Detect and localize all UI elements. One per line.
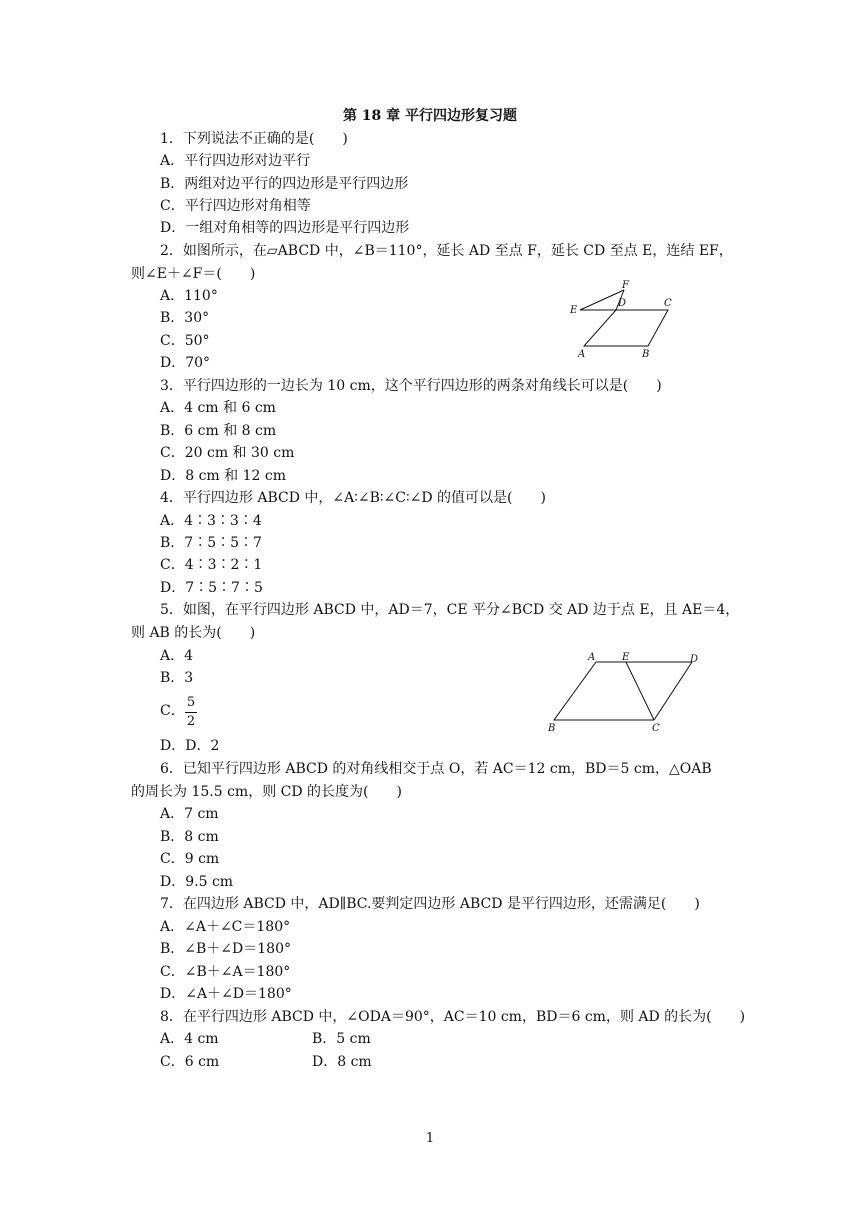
- question-3-option-a: A．4 cm 和 6 cm: [160, 400, 276, 416]
- question-4-option-c: C．4∶3∶2∶1: [160, 557, 263, 573]
- question-2-option-d: D．70°: [160, 355, 211, 371]
- label-b: B: [548, 723, 556, 734]
- question-6-option-d: D．9.5 cm: [160, 874, 234, 890]
- question-6-option-a: A．7 cm: [160, 806, 219, 822]
- question-8-option-d: D．8 cm: [312, 1054, 372, 1070]
- label-d: D: [618, 298, 627, 309]
- fraction-numerator: 5: [186, 695, 196, 710]
- label-c: C: [664, 298, 672, 309]
- question-8-option-a: A．4 cm: [160, 1031, 219, 1047]
- question-3-option-c: C．20 cm 和 30 cm: [160, 445, 295, 461]
- question-5-figure: [540, 648, 710, 738]
- question-2-option-c: C．50°: [160, 333, 210, 349]
- label-a: A: [588, 652, 596, 663]
- question-2-option-a: A．110°: [160, 288, 218, 304]
- question-5-option-a: A．4: [160, 648, 194, 664]
- question-5-option-d: D．D．2: [160, 738, 220, 754]
- segment-ec: [626, 662, 654, 720]
- label-d: D: [690, 654, 699, 665]
- question-2-stem-continued: 则∠E＋∠F＝( ): [131, 266, 256, 282]
- parallelogram-abcd: [554, 662, 692, 720]
- parallelogram-abcd: [584, 310, 668, 346]
- page-number: 1: [425, 1131, 435, 1146]
- fraction-bar: [185, 712, 197, 713]
- question-7-option-b: B．∠B＋∠D＝180°: [160, 941, 291, 957]
- label-e: E: [622, 652, 630, 663]
- question-7-option-c: C．∠B＋∠A＝180°: [160, 964, 291, 980]
- label-c: C: [652, 723, 660, 734]
- question-8-option-c: C．6 cm: [160, 1054, 220, 1070]
- question-5-option-c: C．: [160, 703, 185, 719]
- question-3-stem: 3．平行四边形的一边长为 10 cm，这个平行四边形的两条对角线长可以是( ): [160, 378, 662, 394]
- question-1-option-d: D．一组对角相等的四边形是平行四边形: [160, 220, 410, 236]
- question-8-option-b: B．5 cm: [312, 1031, 371, 1047]
- question-4-option-d: D．7∶5∶7∶5: [160, 580, 263, 596]
- question-1-option-a: A．平行四边形对边平行: [160, 153, 311, 169]
- page-title: 第 18 章 平行四边形复习题: [342, 108, 518, 124]
- question-7-option-d: D．∠A＋∠D＝180°: [160, 986, 292, 1002]
- question-5-option-c-fraction: [185, 695, 197, 730]
- question-5-stem: 5．如图，在平行四边形 ABCD 中，AD＝7，CE 平分∠BCD 交 AD 边于点 E，且 AE＝4，: [160, 602, 740, 618]
- question-5-stem-continued: 则 AB 的长为( ): [131, 625, 256, 641]
- question-1-stem: 1．下列说法不正确的是( ): [160, 131, 348, 147]
- question-7-stem: 7．在四边形 ABCD 中，AD∥BC.要判定四边形 ABCD 是平行四边形，还需满足( ): [160, 896, 700, 912]
- label-a: A: [578, 349, 586, 360]
- question-6-option-b: B．8 cm: [160, 829, 219, 845]
- question-4-option-a: A．4∶3∶3∶4: [160, 513, 262, 529]
- question-4-stem: 4．平行四边形 ABCD 中，∠A∶∠B∶∠C∶∠D 的值可以是( ): [160, 490, 546, 506]
- question-6-stem: 6．已知平行四边形 ABCD 的对角线相交于点 O，若 AC＝12 cm，BD＝5 cm，△OAB: [160, 761, 712, 777]
- question-8-stem: 8．在平行四边形 ABCD 中，∠ODA＝90°，AC＝10 cm，BD＝6 cm，则 AD 的长为( ): [160, 1009, 746, 1025]
- question-6-option-c: C．9 cm: [160, 851, 220, 867]
- question-1-option-c: C．平行四边形对角相等: [160, 198, 311, 214]
- question-2-figure: [560, 278, 680, 363]
- label-f: F: [622, 280, 629, 291]
- fraction-denominator: 2: [186, 714, 196, 729]
- question-1-option-b: B．两组对边平行的四边形是平行四边形: [160, 176, 409, 192]
- label-e: E: [570, 305, 578, 316]
- question-2-option-b: B．30°: [160, 310, 210, 326]
- question-2-stem: 2．如图所示，在▱ABCD 中，∠B＝110°，延长 AD 至点 F，延长 CD 至点 E，连结 EF，: [160, 243, 733, 259]
- question-3-option-d: D．8 cm 和 12 cm: [160, 468, 286, 484]
- question-3-option-b: B．6 cm 和 8 cm: [160, 423, 277, 439]
- question-6-stem-continued: 的周长为 15.5 cm，则 CD 的长度为( ): [131, 784, 402, 800]
- label-b: B: [642, 349, 650, 360]
- question-7-option-a: A．∠A＋∠C＝180°: [160, 919, 291, 935]
- question-4-option-b: B．7∶5∶5∶7: [160, 535, 262, 551]
- question-5-option-b: B．3: [160, 670, 194, 686]
